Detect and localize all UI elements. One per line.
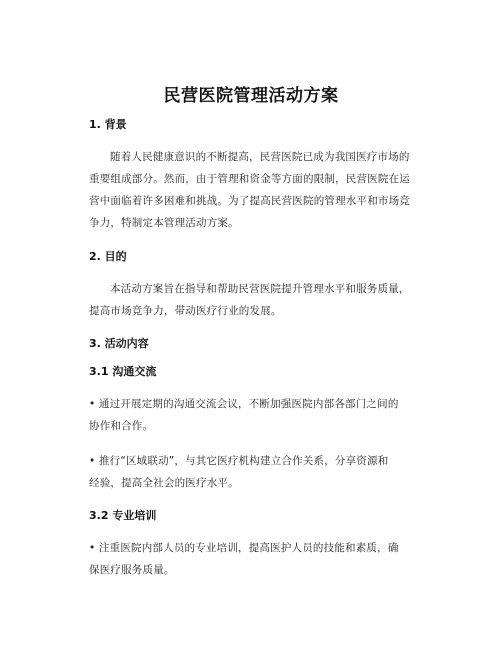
bullet-line: 协作和合作。 (89, 420, 154, 432)
bullet-line: • 推行“区域联动”，与其它医疗机构建立合作关系，分享资源和 (89, 455, 389, 467)
section-heading-background: 1. 背景 (89, 118, 127, 131)
subsection-heading-communication: 3.1 沟通交流 (89, 365, 157, 378)
paragraph-line: 营中面临着许多困难和挑战。为了提高民营医院的管理水平和市场竞 (89, 195, 410, 207)
bullet-line: • 通过开展定期的沟通交流会议，不断加强医院内部各部门之间的 (89, 398, 399, 410)
subsection-heading-training: 3.2 专业培训 (89, 509, 157, 522)
bullet-line: 经验，提高全社会的医疗水平。 (89, 477, 239, 489)
paragraph-line: 重要组成部分。然而，由于管理和资金等方面的限制，民营医院在运 (89, 173, 410, 185)
paragraph-line: 本活动方案旨在指导和帮助民营医院提升管理水平和服务质量， (110, 283, 410, 295)
bullet-line: • 注重医院内部人员的专业培训，提高医护人员的技能和素质，确 (89, 542, 399, 554)
paragraph-line: 提高市场竞争力，带动医疗行业的发展。 (89, 305, 282, 317)
paragraph-line: 争力，特制定本管理活动方案。 (89, 217, 239, 229)
bullet-line: 保医疗服务质量。 (89, 564, 175, 576)
paragraph-line: 随着人民健康意识的不断提高，民营医院已成为我国医疗市场的 (110, 151, 410, 163)
bullet-item (89, 450, 427, 494)
section-paragraph-purpose (89, 278, 427, 322)
bullet-item (89, 537, 427, 581)
section-heading-purpose: 2. 目的 (89, 250, 127, 263)
document-title: 民营医院管理活动方案 (163, 86, 339, 106)
section-heading-activities: 3. 活动内容 (89, 337, 149, 350)
bullet-item (89, 393, 427, 437)
section-paragraph-background (89, 146, 427, 234)
